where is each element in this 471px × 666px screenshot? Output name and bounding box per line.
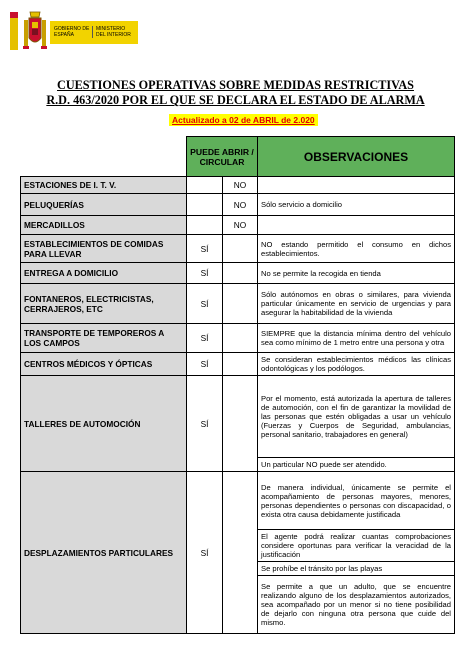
no-cell [223, 376, 258, 472]
row-label: ESTACIONES DE I. T. V. [21, 177, 187, 194]
table-row [21, 177, 455, 194]
observation-cell: Sólo servicio a domicilio [258, 194, 455, 216]
no-cell: NO [223, 216, 258, 235]
government-logo [10, 8, 130, 54]
yes-cell: SÍ [187, 376, 223, 472]
table-row [21, 216, 455, 235]
coat-of-arms-icon [20, 10, 50, 52]
observation-cell: Sólo autónomos en obras o similares, para vivienda particular únicamente en servicio de urgencias y para asegurar la habitabilidad de la vivienda [258, 284, 455, 324]
ministry-label: MINISTERIO DEL INTERIOR [92, 26, 136, 38]
no-cell [223, 284, 258, 324]
table-row [21, 353, 455, 376]
no-cell [223, 472, 258, 634]
row-label: MERCADILLOS [21, 216, 187, 235]
flag-stripe [10, 12, 18, 50]
table-row [21, 472, 455, 530]
observation-cell: NO estando permitido el consumo en dichos establecimientos. [258, 235, 455, 263]
gov-label: GOBIERNO DE ESPAÑA [54, 26, 90, 38]
yes-cell: SÍ [187, 263, 223, 284]
observation-cell: Se prohíbe el tránsito por las playas [258, 562, 455, 576]
yes-cell: SÍ [187, 472, 223, 634]
observation-cell: SIEMPRE que la distancia mínima dentro del vehículo sea como mínimo de 1 metro entre una persona y otra [258, 324, 455, 353]
observation-cell: Un particular NO puede ser atendido. [258, 458, 455, 472]
restrictions-table [20, 136, 455, 634]
yes-cell: SÍ [187, 284, 223, 324]
observation-cell [258, 216, 455, 235]
column-header-open: PUEDE ABRIR / CIRCULAR [187, 137, 258, 177]
observation-cell [258, 177, 455, 194]
no-cell: NO [223, 177, 258, 194]
yes-cell: SÍ [187, 353, 223, 376]
table-row [21, 376, 455, 458]
no-cell [223, 324, 258, 353]
yes-cell [187, 216, 223, 235]
observation-cell: Por el momento, está autorizada la apertura de talleres de automoción, con el fin de garantizar la movilidad de las personas que estén obligadas a usar un vehículo (Fuerzas y Cuerpos de Seguridad, ambulancias, personal sanitario, trabajadores en general) [258, 376, 455, 458]
observation-cell: No se permite la recogida en tienda [258, 263, 455, 284]
row-label: PELUQUERÍAS [21, 194, 187, 216]
row-label: ENTREGA A DOMICILIO [21, 263, 187, 284]
table-row [21, 263, 455, 284]
row-label: CENTROS MÉDICOS Y ÓPTICAS [21, 353, 187, 376]
yes-cell: SÍ [187, 324, 223, 353]
observation-cell: De manera individual, únicamente se permite el acompañamiento de personas mayores, menores, personas dependientes o personas con discapacidad, o exista otra causa debidamente justificada [258, 472, 455, 530]
table-row [21, 235, 455, 263]
updated-date: Actualizado a 02 de ABRIL de 2.020 [169, 114, 318, 126]
observation-cell: El agente podrá realizar cuantas comprobaciones considere oportunas para verificar la veracidad de la justificación [258, 530, 455, 562]
yes-cell: SÍ [187, 235, 223, 263]
yes-cell [187, 194, 223, 216]
page-title-line-2: R.D. 463/2020 POR EL QUE SE DECLARA EL ESTADO DE ALARMA [46, 93, 425, 107]
table-header-row [21, 137, 455, 177]
table-row [21, 324, 455, 353]
page-title-line-1: CUESTIONES OPERATIVAS SOBRE MEDIDAS RESTRICTIVAS [57, 78, 414, 92]
column-header-observations: OBSERVACIONES [258, 137, 455, 177]
row-label: FONTANEROS, ELECTRICISTAS, CERRAJEROS, ETC [21, 284, 187, 324]
yes-cell [187, 177, 223, 194]
observation-cell: Se permite a que un adulto, que se encuentre realizando alguno de los desplazamientos autorizados, sea acompañado por un menor si no tiene posibilidad de dejarlo con ninguna otra persona que cuide del mismo. [258, 576, 455, 634]
row-label: ESTABLECIMIENTOS DE COMIDAS PARA LLEVAR [21, 235, 187, 263]
no-cell: NO [223, 194, 258, 216]
row-label: DESPLAZAMIENTOS PARTICULARES [21, 472, 187, 634]
table-row [21, 194, 455, 216]
observation-cell: Se consideran establecimientos médicos las clínicas odontológicas y los podólogos. [258, 353, 455, 376]
no-cell [223, 235, 258, 263]
table-row [21, 284, 455, 324]
row-label: TRANSPORTE DE TEMPOREROS A LOS CAMPOS [21, 324, 187, 353]
no-cell [223, 263, 258, 284]
row-label: TALLERES DE AUTOMOCIÓN [21, 376, 187, 472]
no-cell [223, 353, 258, 376]
